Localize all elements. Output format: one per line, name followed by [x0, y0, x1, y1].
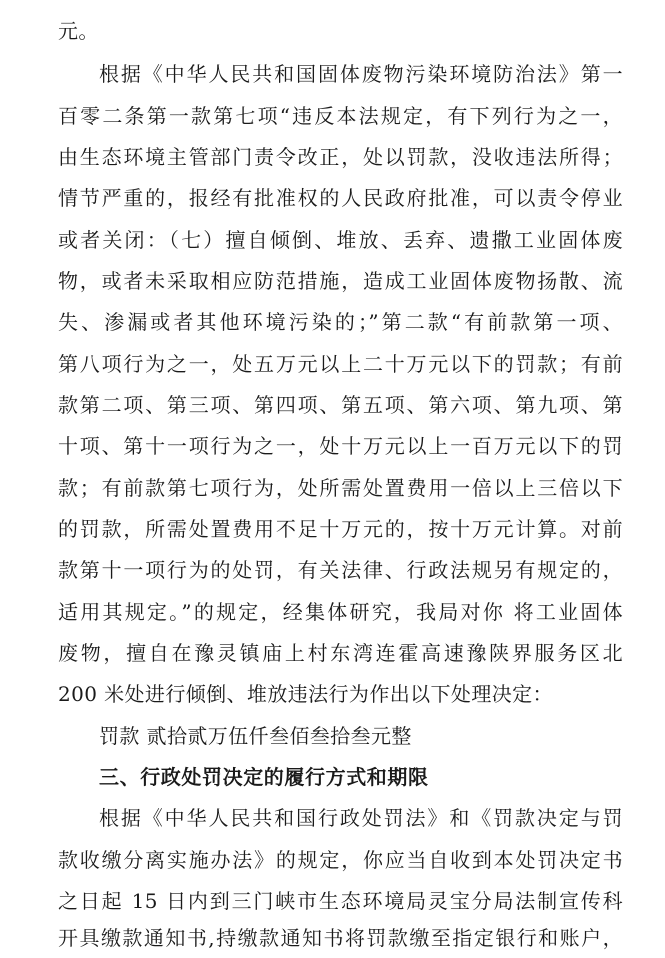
text-line: 十项、第十一项行为之一，处十万元以上一百万元以下的罚: [58, 434, 623, 458]
paragraph-start-line: 根据《中华人民共和国行政处罚法》和《罚款决定与罚: [99, 806, 623, 830]
text-line: 款第二项、第三项、第四项、第五项、第六项、第九项、第: [58, 393, 623, 417]
text-line: 款；有前款第七项行为，处所需处置费用一倍以上三倍以下: [58, 476, 623, 500]
text-line: 款第十一项行为的处罚，有关法律、行政法规另有规定的，: [58, 558, 623, 582]
text-line: 物，或者未采取相应防范措施，造成工业固体废物扬散、流: [58, 269, 623, 293]
text-line: 的罚款，所需处置费用不足十万元的，按十万元计算。对前: [58, 517, 623, 541]
text-line: 情节严重的，报经有批准权的人民政府批准，可以责令停业: [58, 186, 623, 210]
text-line: 失、渗漏或者其他环境污染的；”第二款“有前款第一项、: [58, 310, 623, 334]
paragraph-start-line: 根据《中华人民共和国固体废物污染环境防治法》第一: [99, 62, 623, 86]
text-line: 百零二条第一款第七项“违反本法规定，有下列行为之一，: [58, 104, 623, 128]
text-line: 之日起 15 日内到三门峡市生态环境局灵宝分局法制宣传科: [58, 889, 623, 913]
text-line: 废物，擅自在豫灵镇庙上村东湾连霍高速豫陕界服务区北: [58, 641, 623, 665]
text-line: 款收缴分离实施办法》的规定，你应当自收到本处罚决定书: [58, 848, 623, 872]
text-line: 200 米处进行倾倒、堆放违法行为作出以下处理决定：: [58, 682, 553, 706]
text-line: 开具缴款通知书,持缴款通知书将罚款缴至指定银行和账户，: [58, 926, 623, 950]
text-line: 或者关闭：（七）擅自倾倒、堆放、丢弃、遗撒工业固体废: [58, 228, 623, 252]
text-line: 适用其规定。”的规定，经集体研究，我局对你 将工业固体: [58, 600, 623, 624]
fine-amount-line: 罚款 贰拾贰万伍仟叁佰叁拾叁元整: [99, 724, 412, 748]
text-line: 由生态环境主管部门责令改正，处以罚款，没收违法所得；: [58, 145, 623, 169]
section-heading: 三、行政处罚决定的履行方式和期限: [99, 765, 429, 789]
text-line: 元。: [58, 19, 99, 43]
text-line: 第八项行为之一，处五万元以上二十万元以下的罚款；有前: [58, 352, 623, 376]
